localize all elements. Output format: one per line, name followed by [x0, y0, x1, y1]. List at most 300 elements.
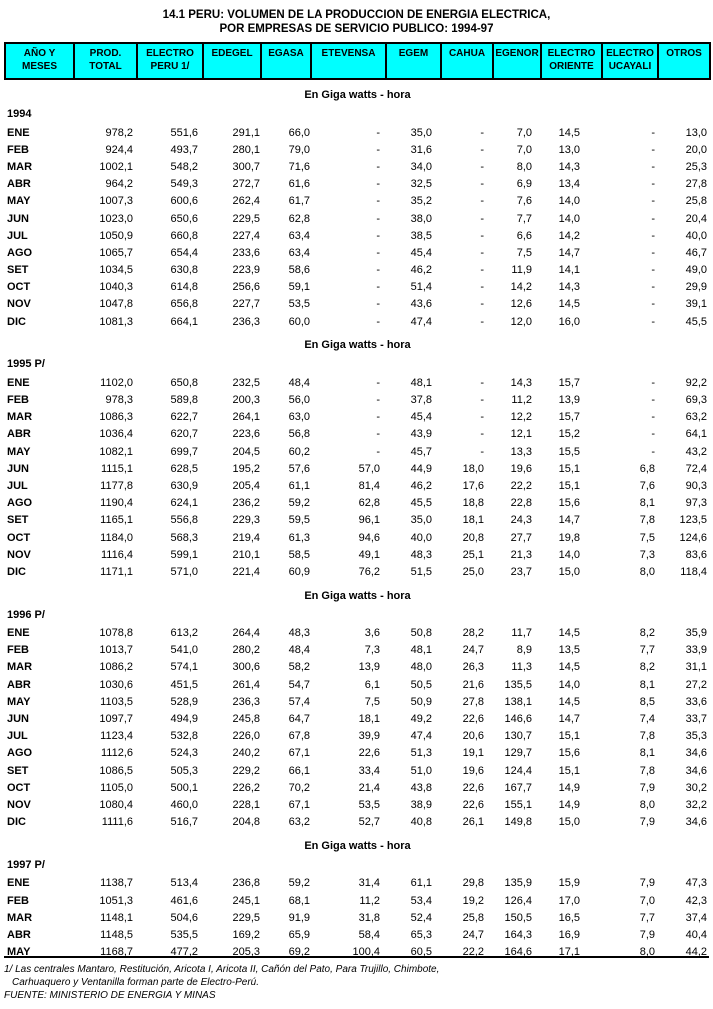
- value-cell: 656,8: [170, 298, 198, 311]
- table-body: [5, 79, 710, 961]
- col-header-line: EGEM: [398, 48, 429, 59]
- value-cell: -: [651, 212, 655, 225]
- value-cell: 7,8: [639, 730, 655, 743]
- data-row: [5, 409, 710, 426]
- value-cell: 66,0: [288, 126, 310, 139]
- value-cell: -: [376, 126, 380, 139]
- value-cell: 291,1: [232, 126, 260, 139]
- value-cell: 19,6: [510, 462, 532, 475]
- data-row: [5, 313, 710, 330]
- col-header-line: ORIENTE: [549, 61, 594, 72]
- value-cell: 204,5: [232, 445, 260, 458]
- value-cell: 15,7: [558, 411, 580, 424]
- value-cell: 620,7: [170, 428, 198, 441]
- value-cell: 18,0: [462, 462, 484, 475]
- value-cell: 541,0: [170, 644, 198, 657]
- value-cell: -: [480, 143, 484, 156]
- value-cell: -: [480, 281, 484, 294]
- col-header-line: ETEVENSA: [321, 48, 376, 59]
- month-label: OCT: [7, 531, 31, 544]
- value-cell: 8,0: [639, 565, 655, 578]
- value-cell: 650,6: [170, 212, 198, 225]
- value-cell: 83,6: [685, 548, 707, 561]
- value-cell: 30,2: [685, 781, 707, 794]
- value-cell: 568,3: [170, 531, 198, 544]
- value-cell: 11,3: [511, 661, 532, 674]
- data-row: [5, 176, 710, 193]
- value-cell: 70,2: [288, 781, 310, 794]
- value-cell: 924,4: [105, 143, 133, 156]
- value-cell: 14,0: [558, 212, 580, 225]
- value-cell: -: [376, 281, 380, 294]
- data-row: [5, 762, 710, 779]
- value-cell: 25,0: [462, 565, 484, 578]
- data-row: [5, 296, 710, 313]
- value-cell: 8,5: [639, 695, 655, 708]
- value-cell: 630,9: [170, 479, 198, 492]
- data-row: [5, 745, 710, 762]
- value-cell: 21,3: [510, 548, 532, 561]
- month-label: JUN: [7, 713, 30, 726]
- value-cell: 14,5: [558, 298, 580, 311]
- value-cell: 223,9: [232, 264, 260, 277]
- value-cell: -: [651, 315, 655, 328]
- value-cell: 654,4: [170, 246, 198, 259]
- value-cell: 20,0: [685, 143, 707, 156]
- value-cell: 164,3: [504, 928, 532, 941]
- value-cell: 622,7: [170, 411, 198, 424]
- value-cell: 79,0: [288, 143, 310, 156]
- value-cell: 451,5: [170, 678, 198, 691]
- value-cell: 63,0: [288, 411, 310, 424]
- source-line: FUENTE: MINISTERIO DE ENERGIA Y MINAS: [4, 990, 216, 1001]
- footnote-line2: Carhuaquero y Ventanilla forman parte de Electro-Perú.: [12, 977, 259, 988]
- value-cell: 264,4: [232, 627, 260, 640]
- value-cell: 100,4: [352, 946, 380, 959]
- col-header-line: ELECTRO: [606, 48, 654, 59]
- unit-label: En Giga watts - hora: [304, 839, 411, 852]
- value-cell: -: [376, 160, 380, 173]
- value-cell: 1036,4: [99, 428, 133, 441]
- value-cell: 14,7: [558, 713, 580, 726]
- month-label: MAY: [7, 445, 31, 458]
- value-cell: -: [651, 246, 655, 259]
- value-cell: 1065,7: [99, 246, 133, 259]
- value-cell: 60,2: [288, 445, 310, 458]
- data-row: [5, 642, 710, 659]
- month-label: SET: [7, 514, 29, 527]
- value-cell: 14,5: [558, 627, 580, 640]
- data-row: [5, 158, 710, 175]
- value-cell: 25,8: [462, 911, 484, 924]
- value-cell: 650,8: [170, 376, 198, 389]
- value-cell: 62,8: [288, 212, 310, 225]
- value-cell: 45,7: [410, 445, 432, 458]
- value-cell: 72,4: [685, 462, 707, 475]
- value-cell: -: [376, 229, 380, 242]
- value-cell: 50,8: [410, 627, 432, 640]
- value-cell: 8,1: [639, 497, 655, 510]
- value-cell: 48,4: [288, 644, 310, 657]
- value-cell: 12,1: [510, 428, 532, 441]
- col-header-line: EGENOR: [495, 48, 539, 59]
- value-cell: 68,1: [288, 894, 310, 907]
- year-row: [5, 854, 710, 871]
- value-cell: 146,6: [504, 713, 532, 726]
- value-cell: 1168,7: [100, 946, 133, 959]
- data-row: [5, 426, 710, 443]
- value-cell: 11,2: [359, 894, 380, 907]
- unit-row: [5, 79, 710, 103]
- month-label: ABR: [7, 178, 31, 191]
- value-cell: 264,1: [232, 411, 260, 424]
- col-header-otros: [658, 43, 710, 79]
- value-cell: 504,6: [170, 911, 198, 924]
- col-header-egasa: [261, 43, 311, 79]
- value-cell: 7,6: [639, 479, 655, 492]
- value-cell: 1112,6: [100, 747, 133, 760]
- value-cell: 223,6: [232, 428, 260, 441]
- value-cell: 59,2: [288, 877, 310, 890]
- value-cell: 6,6: [516, 229, 532, 242]
- value-cell: 630,8: [170, 264, 198, 277]
- value-cell: 39,9: [358, 730, 380, 743]
- value-cell: 40,4: [685, 928, 707, 941]
- value-cell: 13,5: [558, 644, 580, 657]
- value-cell: 29,8: [462, 877, 484, 890]
- value-cell: -: [376, 143, 380, 156]
- value-cell: 155,1: [504, 798, 532, 811]
- value-cell: 7,9: [639, 928, 655, 941]
- value-cell: 31,6: [410, 143, 432, 156]
- value-cell: 11,9: [511, 264, 532, 277]
- value-cell: -: [651, 281, 655, 294]
- value-cell: 51,5: [410, 565, 432, 578]
- value-cell: -: [376, 394, 380, 407]
- value-cell: 549,3: [170, 178, 198, 191]
- month-label: MAR: [7, 411, 33, 424]
- value-cell: 46,7: [685, 246, 707, 259]
- value-cell: 19,2: [462, 894, 484, 907]
- value-cell: 35,9: [685, 627, 707, 640]
- value-cell: -: [376, 212, 380, 225]
- value-cell: 35,3: [685, 730, 707, 743]
- value-cell: 599,1: [170, 548, 198, 561]
- footer-divider: [4, 956, 709, 958]
- value-cell: 33,4: [358, 764, 380, 777]
- value-cell: 35,0: [410, 126, 432, 139]
- value-cell: -: [376, 315, 380, 328]
- data-row: [5, 141, 710, 158]
- value-cell: 60,0: [288, 315, 310, 328]
- month-label: JUL: [7, 730, 28, 743]
- value-cell: 1165,1: [100, 514, 133, 527]
- value-cell: 43,9: [410, 428, 432, 441]
- value-cell: 14,3: [510, 376, 532, 389]
- col-header-line: UCAYALI: [608, 61, 652, 72]
- value-cell: 37,4: [685, 911, 707, 924]
- value-cell: -: [651, 376, 655, 389]
- value-cell: 14,2: [510, 281, 532, 294]
- value-cell: 150,5: [504, 911, 532, 924]
- value-cell: 589,8: [170, 394, 198, 407]
- value-cell: 17,1: [558, 946, 580, 959]
- value-cell: -: [651, 160, 655, 173]
- value-cell: 38,5: [410, 229, 432, 242]
- col-header-line: CAHUA: [448, 48, 486, 59]
- value-cell: 1080,4: [99, 798, 133, 811]
- value-cell: 138,1: [504, 695, 532, 708]
- month-label: ENE: [7, 627, 30, 640]
- value-cell: -: [651, 445, 655, 458]
- value-cell: 477,2: [170, 946, 198, 959]
- value-cell: -: [376, 264, 380, 277]
- value-cell: 53,5: [288, 298, 310, 311]
- value-cell: 14,0: [558, 548, 580, 561]
- value-cell: 1116,4: [100, 548, 133, 561]
- value-cell: 43,8: [410, 781, 432, 794]
- value-cell: 272,7: [232, 178, 260, 191]
- value-cell: 71,6: [288, 160, 310, 173]
- energy-production-table: [4, 42, 711, 961]
- value-cell: 44,2: [685, 946, 707, 959]
- value-cell: 40,0: [685, 229, 707, 242]
- year-label: 1996 P/: [7, 608, 45, 621]
- value-cell: 493,7: [170, 143, 198, 156]
- data-row: [5, 926, 710, 943]
- data-row: [5, 659, 710, 676]
- value-cell: 12,0: [510, 315, 532, 328]
- value-cell: 571,0: [170, 565, 198, 578]
- value-cell: 22,2: [510, 479, 532, 492]
- value-cell: 167,7: [504, 781, 532, 794]
- value-cell: 210,1: [232, 548, 260, 561]
- value-cell: 240,2: [232, 747, 260, 760]
- unit-row: [5, 330, 710, 353]
- month-label: ENE: [7, 376, 30, 389]
- value-cell: 47,4: [410, 730, 432, 743]
- value-cell: 262,4: [232, 195, 260, 208]
- data-row: [5, 193, 710, 210]
- value-cell: 14,5: [558, 126, 580, 139]
- value-cell: 7,3: [364, 644, 380, 657]
- data-row: [5, 512, 710, 529]
- value-cell: 6,9: [516, 178, 532, 191]
- value-cell: 61,3: [288, 531, 310, 544]
- value-cell: 195,2: [232, 462, 260, 475]
- month-label: SET: [7, 764, 29, 777]
- value-cell: 40,8: [410, 816, 432, 829]
- value-cell: -: [480, 376, 484, 389]
- value-cell: 1023,0: [99, 212, 133, 225]
- col-header-egem: [386, 43, 441, 79]
- value-cell: 7,5: [639, 531, 655, 544]
- data-row: [5, 779, 710, 796]
- value-cell: 13,9: [558, 394, 580, 407]
- value-cell: 228,1: [232, 798, 260, 811]
- value-cell: 22,6: [358, 747, 380, 760]
- value-cell: 135,5: [504, 678, 532, 691]
- value-cell: 43,6: [410, 298, 432, 311]
- value-cell: 280,2: [232, 644, 260, 657]
- value-cell: 46,2: [410, 479, 432, 492]
- month-label: ABR: [7, 928, 31, 941]
- data-row: [5, 262, 710, 279]
- data-row: [5, 814, 710, 831]
- value-cell: 1148,1: [100, 911, 133, 924]
- value-cell: 233,6: [232, 246, 260, 259]
- col-header-line: ELECTRO: [146, 48, 194, 59]
- value-cell: 236,2: [232, 497, 260, 510]
- value-cell: 7,4: [639, 713, 655, 726]
- data-row: [5, 244, 710, 261]
- col-header-ano-y-meses: [5, 43, 74, 79]
- value-cell: 8,9: [516, 644, 532, 657]
- value-cell: 45,4: [410, 411, 432, 424]
- value-cell: 7,0: [516, 126, 532, 139]
- year-row: [5, 103, 710, 120]
- value-cell: 7,8: [639, 764, 655, 777]
- value-cell: 624,1: [170, 497, 198, 510]
- value-cell: 964,2: [105, 178, 133, 191]
- value-cell: 49,2: [410, 713, 432, 726]
- value-cell: 7,9: [639, 781, 655, 794]
- value-cell: 34,6: [685, 764, 707, 777]
- data-row: [5, 279, 710, 296]
- value-cell: 7,7: [516, 212, 532, 225]
- value-cell: 97,3: [685, 497, 707, 510]
- value-cell: 45,5: [685, 315, 707, 328]
- data-row: [5, 227, 710, 244]
- value-cell: 16,0: [558, 315, 580, 328]
- value-cell: 48,1: [410, 644, 432, 657]
- value-cell: -: [480, 160, 484, 173]
- month-label: ENE: [7, 126, 30, 139]
- value-cell: 7,5: [516, 246, 532, 259]
- value-cell: 14,2: [558, 229, 580, 242]
- value-cell: -: [480, 445, 484, 458]
- value-cell: 1184,0: [100, 531, 133, 544]
- value-cell: 227,4: [232, 229, 260, 242]
- value-cell: 14,9: [558, 798, 580, 811]
- value-cell: 505,3: [170, 764, 198, 777]
- value-cell: 1103,5: [100, 695, 133, 708]
- value-cell: 15,1: [558, 764, 580, 777]
- value-cell: 14,5: [558, 695, 580, 708]
- value-cell: 35,0: [410, 514, 432, 527]
- value-cell: 7,5: [364, 695, 380, 708]
- value-cell: 64,7: [288, 713, 310, 726]
- value-cell: 54,7: [288, 678, 310, 691]
- value-cell: 600,6: [170, 195, 198, 208]
- unit-row: [5, 831, 710, 854]
- value-cell: 3,6: [364, 627, 380, 640]
- value-cell: 124,6: [679, 531, 707, 544]
- value-cell: 67,1: [288, 747, 310, 760]
- value-cell: 1171,1: [100, 565, 133, 578]
- value-cell: 47,3: [685, 877, 707, 890]
- value-cell: 59,2: [288, 497, 310, 510]
- value-cell: 221,4: [232, 565, 260, 578]
- value-cell: 57,0: [358, 462, 380, 475]
- value-cell: 51,4: [410, 281, 432, 294]
- value-cell: 35,2: [410, 195, 432, 208]
- value-cell: 22,6: [462, 713, 484, 726]
- value-cell: 129,7: [504, 747, 532, 760]
- year-label: 1995 P/: [7, 358, 45, 371]
- value-cell: 17,6: [462, 479, 484, 492]
- data-row: [5, 124, 710, 141]
- value-cell: 58,6: [288, 264, 310, 277]
- value-cell: 59,1: [288, 281, 310, 294]
- value-cell: 14,1: [558, 264, 580, 277]
- value-cell: 57,6: [288, 462, 310, 475]
- value-cell: 58,2: [288, 661, 310, 674]
- data-row: [5, 892, 710, 909]
- value-cell: 45,5: [410, 497, 432, 510]
- value-cell: 229,5: [232, 212, 260, 225]
- value-cell: 1040,3: [99, 281, 133, 294]
- value-cell: 61,6: [288, 178, 310, 191]
- col-header-electro-ucayali: [602, 43, 658, 79]
- month-label: NOV: [7, 548, 31, 561]
- value-cell: 226,2: [232, 781, 260, 794]
- value-cell: 516,7: [170, 816, 198, 829]
- value-cell: -: [651, 394, 655, 407]
- value-cell: 1190,4: [100, 497, 133, 510]
- value-cell: -: [480, 394, 484, 407]
- value-cell: 46,2: [410, 264, 432, 277]
- month-label: ABR: [7, 428, 31, 441]
- value-cell: 62,8: [358, 497, 380, 510]
- value-cell: 61,1: [288, 479, 310, 492]
- col-header-edegel: [203, 43, 261, 79]
- value-cell: 1047,8: [99, 298, 133, 311]
- month-label: SET: [7, 264, 29, 277]
- value-cell: 20,6: [462, 730, 484, 743]
- value-cell: -: [480, 315, 484, 328]
- value-cell: 66,1: [288, 764, 310, 777]
- value-cell: 47,4: [410, 315, 432, 328]
- value-cell: -: [376, 195, 380, 208]
- value-cell: 67,1: [288, 798, 310, 811]
- month-label: FEB: [7, 394, 29, 407]
- value-cell: 1050,9: [99, 229, 133, 242]
- unit-label: En Giga watts - hora: [304, 89, 411, 101]
- col-header-line: TOTAL: [89, 61, 122, 72]
- value-cell: 300,7: [232, 160, 260, 173]
- data-row: [5, 875, 710, 892]
- data-row: [5, 676, 710, 693]
- value-cell: -: [376, 178, 380, 191]
- value-cell: 96,1: [358, 514, 380, 527]
- value-cell: 6,1: [364, 678, 380, 691]
- value-cell: 18,8: [462, 497, 484, 510]
- value-cell: 38,0: [410, 212, 432, 225]
- value-cell: 42,3: [685, 894, 707, 907]
- value-cell: 22,6: [462, 781, 484, 794]
- value-cell: 245,8: [232, 713, 260, 726]
- value-cell: 232,5: [232, 376, 260, 389]
- value-cell: 118,4: [680, 565, 707, 578]
- value-cell: 31,8: [358, 911, 380, 924]
- value-cell: 229,5: [232, 911, 260, 924]
- value-cell: 205,3: [232, 946, 260, 959]
- footnote-line1: 1/ Las centrales Mantaro, Restitución, Aricota I, Aricota II, Cañón del Pato, Para Trujillo, Chimbote,: [4, 964, 440, 975]
- value-cell: 28,2: [462, 627, 484, 640]
- col-header-electro-oriente: [541, 43, 602, 79]
- value-cell: 69,2: [288, 946, 310, 959]
